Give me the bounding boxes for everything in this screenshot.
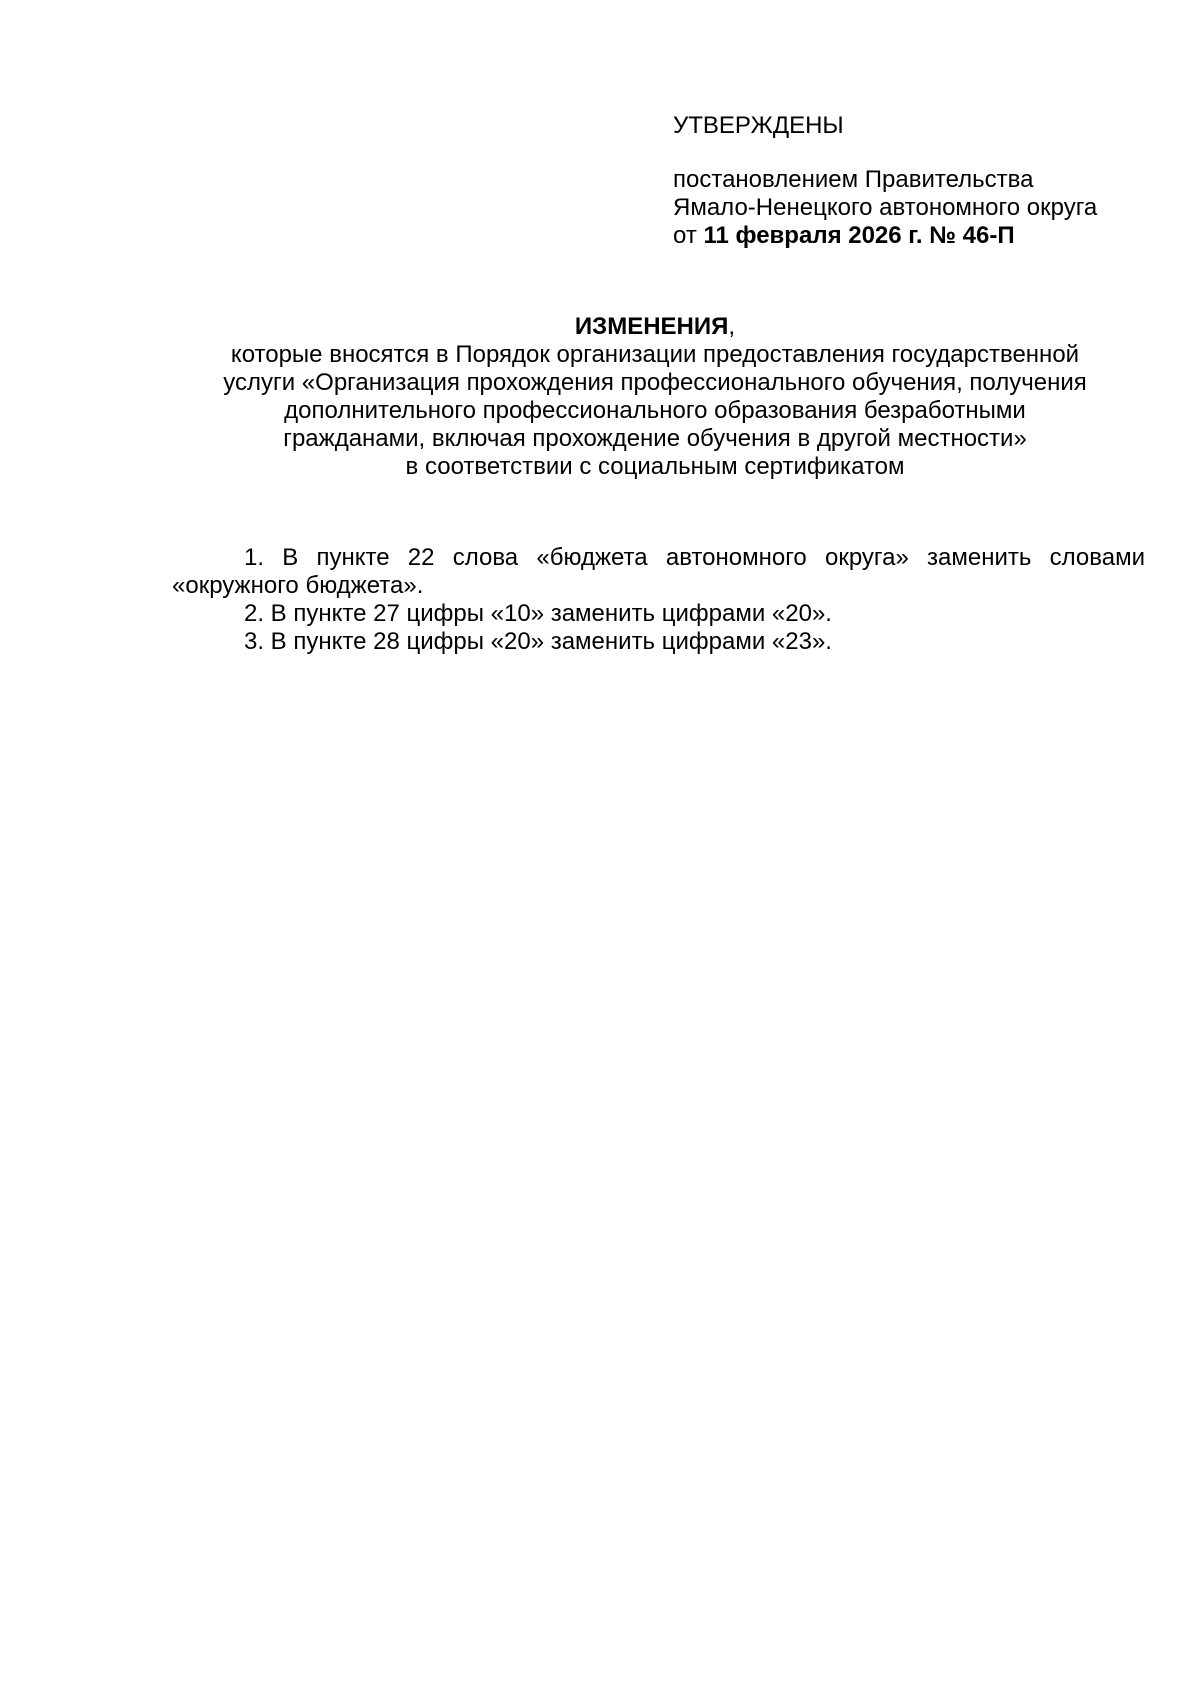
approval-block bbox=[673, 112, 1173, 250]
approval-line-resolution: постановлением Правительства bbox=[673, 166, 1034, 193]
document-heading: ИЗМЕНЕНИЯ bbox=[574, 313, 729, 340]
amendment-list bbox=[172, 544, 1145, 656]
amendment-item: 1. В пункте 22 слова «бюджета автономного округа» заменить словами «окружного бюджета». bbox=[172, 544, 1145, 599]
document-title-block bbox=[170, 313, 1140, 481]
title-line: гражданами, включая прохождение обучения в другой местности» bbox=[283, 425, 1027, 452]
approval-line-region: Ямало-Ненецкого автономного округа bbox=[673, 194, 1098, 221]
document-heading-line bbox=[170, 313, 1140, 341]
approval-date-prefix: от bbox=[673, 222, 704, 249]
approved-label: УТВЕРЖДЕНЫ bbox=[673, 112, 844, 139]
title-line: которые вносятся в Порядок организации предоставления государственной bbox=[230, 341, 1080, 368]
title-line: услуги «Организация прохождения профессионального обучения, получения bbox=[223, 369, 1087, 396]
amendment-item: 2. В пункте 27 цифры «10» заменить цифрами «20». bbox=[244, 600, 832, 627]
title-line: дополнительного профессионального образования безработными bbox=[284, 397, 1026, 424]
document-heading-suffix: , bbox=[728, 313, 736, 340]
title-line: в соответствии с социальным сертификатом bbox=[405, 453, 905, 480]
approval-date-line bbox=[673, 222, 1173, 250]
amendment-item: 3. В пункте 28 цифры «20» заменить цифрами «23». bbox=[244, 628, 832, 655]
approval-date-value: 11 февраля 2026 г. № 46-П bbox=[703, 222, 1015, 249]
